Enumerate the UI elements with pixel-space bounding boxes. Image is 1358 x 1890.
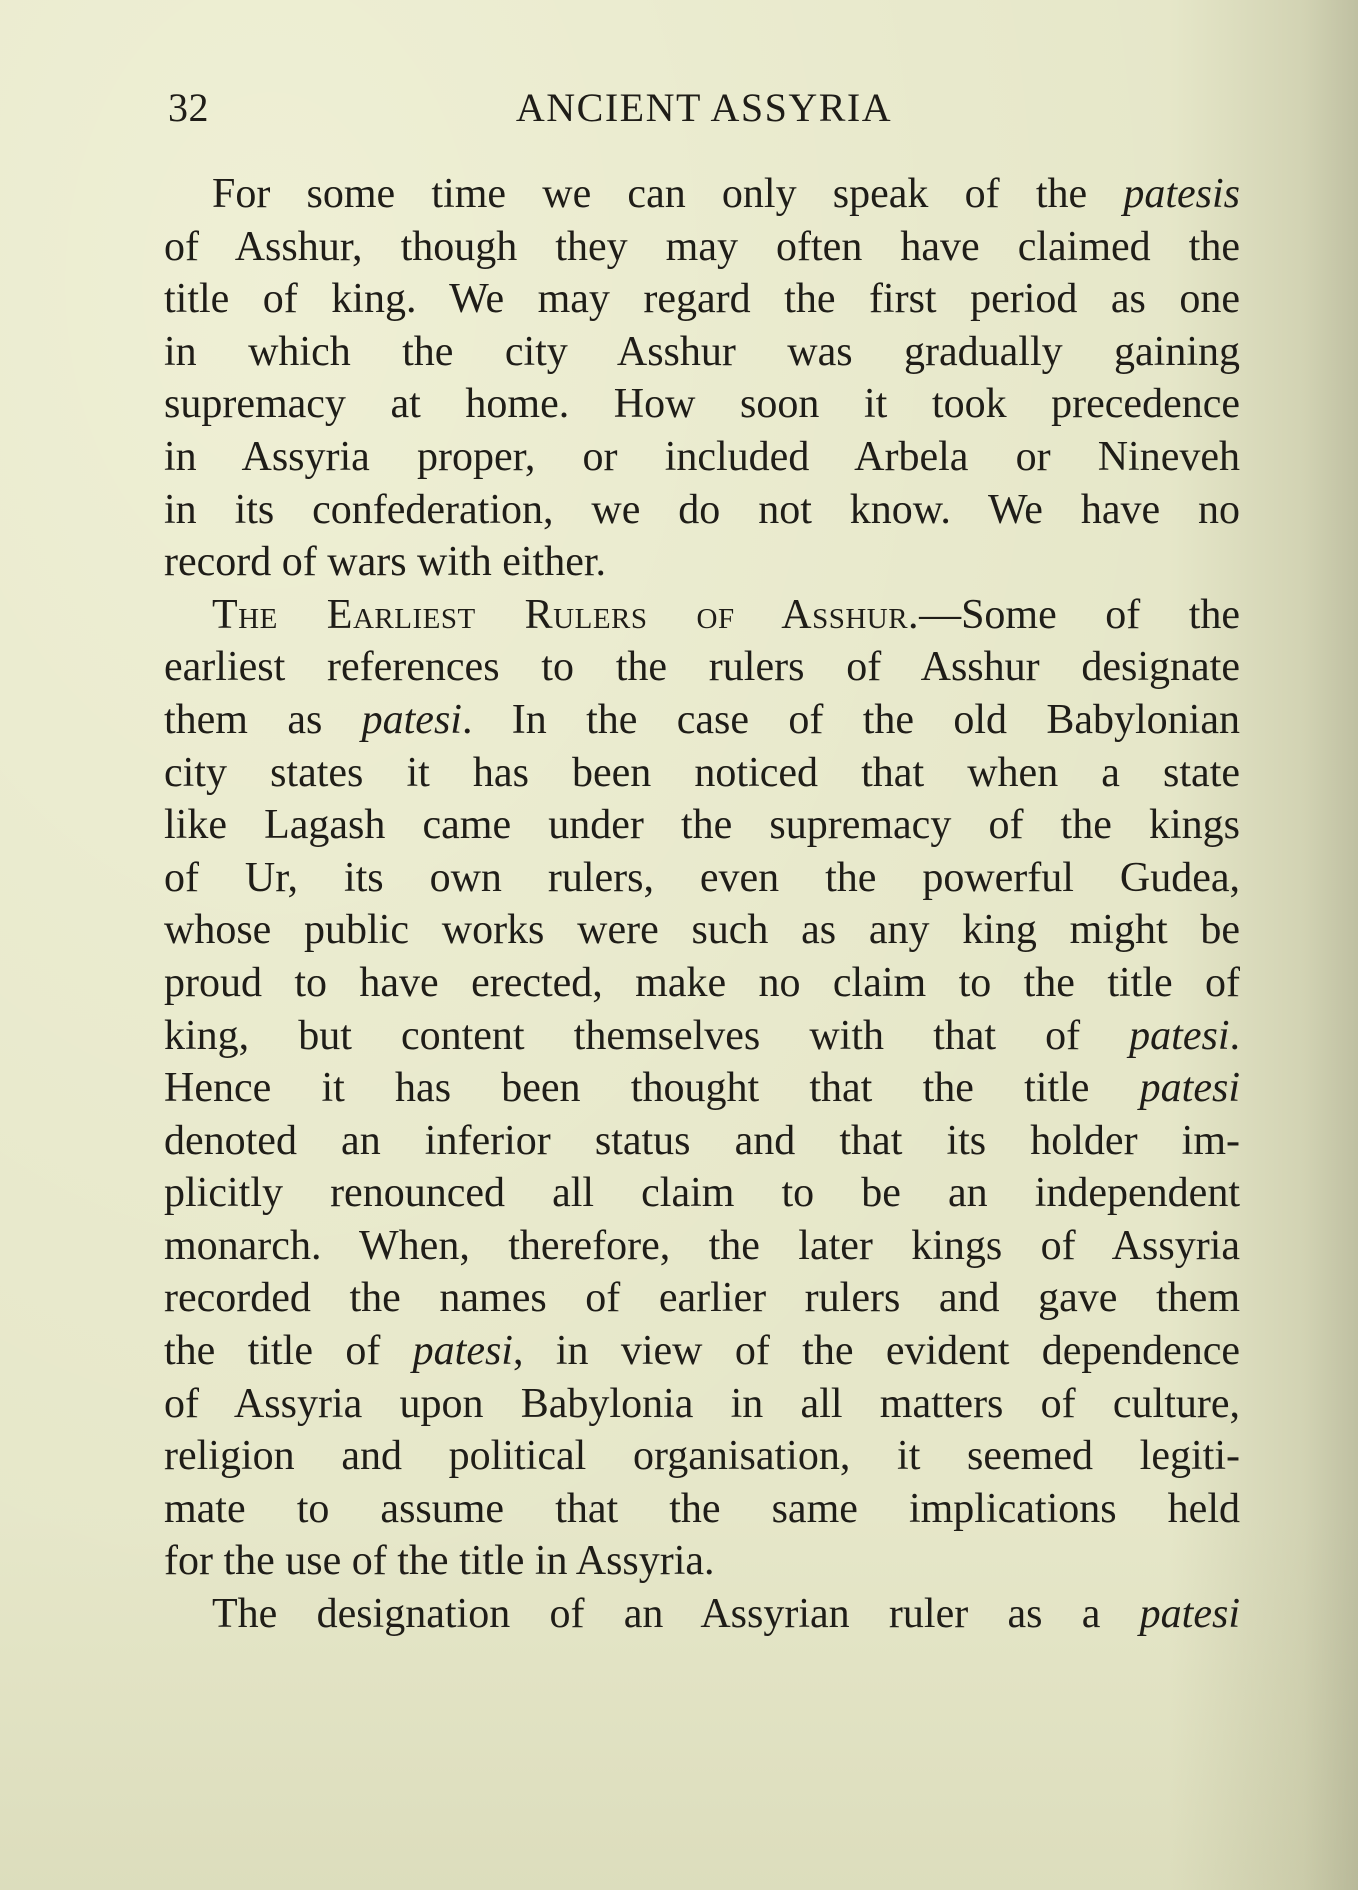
text-line: city states it has been noticed that when a state: [164, 749, 1240, 796]
italic-term: patesi: [1139, 1065, 1240, 1112]
text-line: them as patesi. In the case of the old Babylonian: [164, 696, 1240, 743]
italic-term: patesi: [1129, 1012, 1230, 1059]
text-line: The Earliest Rulers of Asshur.—Some of the: [212, 591, 1241, 638]
italic-term: patesi: [361, 696, 462, 743]
text-line: in Assyria proper, or included Arbela or Nineveh: [164, 433, 1240, 480]
text-line: supremacy at home. How soon it took precedence: [164, 381, 1240, 428]
text-line: religion and political organisation, it seemed legiti-: [164, 1433, 1240, 1480]
text-line: title of king. We may regard the first period as one: [164, 276, 1240, 323]
text-line: of Assyria upon Babylonia in all matters of culture,: [164, 1380, 1240, 1427]
italic-term: patesi: [1139, 1591, 1240, 1638]
text-line: of Asshur, though they may often have claimed the: [164, 223, 1240, 270]
section-heading: The Earliest Rulers of Asshur.: [212, 591, 920, 638]
italic-term: patesis: [1123, 171, 1240, 217]
italic-term: patesi: [412, 1328, 513, 1375]
body-text: [164, 168, 1240, 1641]
text-line: record of wars with either.: [164, 539, 607, 586]
text-line: monarch. When, therefore, the later kings of Assyria: [164, 1222, 1240, 1269]
text-line: recorded the names of earlier rulers and gave them: [164, 1275, 1240, 1322]
text-line: For some time we can only speak of the patesis: [212, 171, 1240, 217]
text-line: denoted an inferior status and that its holder im-: [164, 1117, 1240, 1164]
text-line: Hence it has been thought that the title patesi: [164, 1065, 1240, 1112]
text-line: plicitly renounced all claim to be an independent: [164, 1170, 1240, 1217]
running-head: [168, 84, 1240, 140]
text-line: The designation of an Assyrian ruler as a patesi: [212, 1591, 1240, 1638]
text-line: proud to have erected, make no claim to the title of: [164, 959, 1240, 1006]
text-line: the title of patesi, in view of the evident dependence: [164, 1328, 1240, 1375]
text-line: mate to assume that the same implications held: [164, 1485, 1240, 1532]
text-line: in its confederation, we do not know. We have no: [164, 486, 1240, 533]
text-line: for the use of the title in Assyria.: [164, 1538, 715, 1585]
text-line: king, but content themselves with that of patesi.: [164, 1012, 1240, 1059]
text-line: whose public works were such as any king might be: [164, 907, 1240, 954]
text-line: of Ur, its own rulers, even the powerful Gudea,: [164, 854, 1240, 901]
page-number: 32: [168, 85, 209, 130]
text-line: in which the city Asshur was gradually gaining: [164, 328, 1240, 375]
running-title: ANCIENT ASSYRIA: [515, 85, 893, 130]
text-line: earliest references to the rulers of Asshur designate: [164, 644, 1240, 691]
text-line: like Lagash came under the supremacy of the kings: [164, 802, 1240, 849]
